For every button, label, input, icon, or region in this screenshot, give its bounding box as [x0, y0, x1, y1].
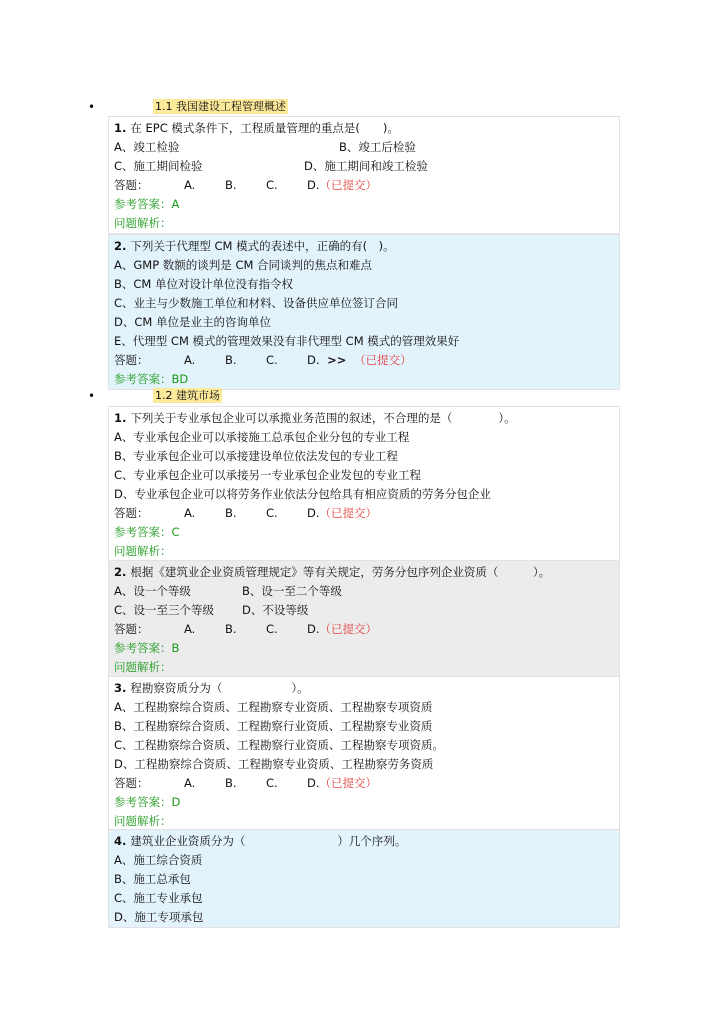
question-number: 2.	[114, 565, 127, 579]
option-c[interactable]: C、施工专业承包	[114, 891, 203, 905]
option-a[interactable]: A、专业承包企业可以承接施工总承包企业分包的专业工程	[114, 430, 410, 444]
option-row	[114, 582, 613, 601]
reference-answer: 参考答案：A	[114, 197, 180, 211]
answer-option-b[interactable]: B.	[225, 178, 237, 192]
option-d[interactable]: D、专业承包企业可以将劳务作业依法分包给具有相应资质的劳务分包企业	[114, 487, 491, 501]
answer-row	[114, 620, 613, 639]
option-d[interactable]: D、CM 单位是业主的咨询单位	[114, 315, 271, 329]
analysis-label: 问题解析：	[114, 544, 172, 558]
question-number: 4.	[114, 834, 127, 848]
question-card	[108, 676, 620, 832]
answer-option-d[interactable]: D.	[307, 353, 320, 367]
option-b[interactable]: B、施工总承包	[114, 872, 191, 886]
answer-option-c[interactable]: C.	[266, 506, 278, 520]
question-card	[108, 234, 620, 390]
question-text: 程勘察资质分为（ ）。	[130, 681, 309, 695]
section-title: 1.1 我国建设工程管理概述	[155, 100, 286, 113]
section-title: 1.2 建筑市场	[155, 389, 220, 402]
option-row	[114, 601, 613, 620]
question-card	[108, 406, 620, 562]
answer-option-c[interactable]: C.	[266, 178, 278, 192]
answer-option-b[interactable]: B.	[225, 776, 237, 790]
question-text: 下列关于代理型 CM 模式的表述中，正确的有( )。	[130, 239, 395, 253]
answer-option-c[interactable]: C.	[266, 776, 278, 790]
question-text: 根据《建筑业企业资质管理规定》等有关规定，劳务分包序列企业资质（ ）。	[130, 565, 551, 579]
option-a[interactable]: A、GMP 数额的谈判是 CM 合同谈判的焦点和难点	[114, 258, 373, 272]
answer-row	[114, 774, 613, 793]
question-stem	[114, 679, 613, 698]
answer-row	[114, 504, 613, 523]
answer-option-d[interactable]: D.	[307, 776, 320, 790]
answer-option-b[interactable]: B.	[225, 353, 237, 367]
option-row	[114, 157, 613, 176]
option-c[interactable]: C、业主与少数施工单位和材料、设备供应单位签订合同	[114, 296, 399, 310]
answer-option-c[interactable]: C.	[266, 353, 278, 367]
answer-option-d[interactable]: D.	[307, 178, 320, 192]
question-text: 在 EPC 模式条件下，工程质量管理的重点是( )。	[130, 121, 399, 135]
option-c[interactable]: C、设一至三个等级	[114, 603, 215, 617]
answer-option-a[interactable]: A.	[184, 506, 196, 520]
option-c[interactable]: C、工程勘察综合资质、工程勘察行业资质、工程勘察专项资质。	[114, 738, 445, 752]
answer-arrow[interactable]: >>	[327, 353, 347, 367]
question-text: 建筑业企业资质分为（ ）几个序列。	[130, 834, 407, 848]
answer-label: 答题：	[114, 776, 149, 790]
option-a[interactable]: A、设一个等级	[114, 584, 191, 598]
analysis-label: 问题解析：	[114, 660, 172, 674]
option-e[interactable]: E、代理型 CM 模式的管理效果没有非代理型 CM 模式的管理效果好	[114, 334, 460, 348]
analysis-label: 问题解析：	[114, 216, 172, 230]
reference-answer: 参考答案：C	[114, 525, 180, 539]
question-stem	[114, 409, 613, 428]
reference-answer: 参考答案：D	[114, 795, 181, 809]
section-bullet: •	[88, 100, 96, 114]
submitted-status: （已提交）	[319, 506, 378, 520]
question-card	[108, 829, 620, 928]
answer-option-a[interactable]: A.	[184, 353, 196, 367]
question-text: 下列关于专业承包企业可以承揽业务范围的叙述，不合理的是（ ）。	[130, 411, 516, 425]
option-c[interactable]: C、专业承包企业可以承接另一专业承包企业发包的专业工程	[114, 468, 422, 482]
answer-label: 答题：	[114, 506, 149, 520]
question-stem	[114, 237, 613, 256]
question-stem	[114, 119, 613, 138]
answer-option-a[interactable]: A.	[184, 622, 196, 636]
question-number: 2.	[114, 239, 127, 253]
question-number: 1.	[114, 411, 127, 425]
question-card	[108, 560, 620, 678]
option-a[interactable]: A、竣工检验	[114, 140, 180, 154]
submitted-status: （已提交）	[319, 776, 378, 790]
answer-option-b[interactable]: B.	[225, 622, 237, 636]
answer-label: 答题：	[114, 178, 149, 192]
answer-row	[114, 351, 613, 370]
option-d[interactable]: D、不设等级	[242, 603, 309, 617]
analysis-label: 问题解析：	[114, 814, 172, 828]
section-bullet: •	[88, 389, 96, 403]
answer-row	[114, 176, 613, 195]
option-b[interactable]: B、竣工后检验	[339, 140, 416, 154]
question-card	[108, 116, 620, 234]
submitted-status: （已提交）	[354, 353, 412, 367]
option-c[interactable]: C、施工期间检验	[114, 159, 203, 173]
option-b[interactable]: B、设一至二个等级	[242, 584, 342, 598]
answer-label: 答题：	[114, 622, 149, 636]
option-b[interactable]: B、专业承包企业可以承接建设单位依法发包的专业工程	[114, 449, 398, 463]
question-stem	[114, 563, 613, 582]
submitted-status: （已提交）	[319, 622, 378, 636]
option-d[interactable]: D、施工专项承包	[114, 910, 204, 924]
option-b[interactable]: B、工程勘察综合资质、工程勘察行业资质、工程勘察专业资质	[114, 719, 433, 733]
question-number: 3.	[114, 681, 127, 695]
answer-option-a[interactable]: A.	[184, 178, 196, 192]
answer-option-d[interactable]: D.	[307, 622, 320, 636]
reference-answer: 参考答案：BD	[114, 372, 189, 386]
option-a[interactable]: A、工程勘察综合资质、工程勘察专业资质、工程勘察专项资质	[114, 700, 433, 714]
option-b[interactable]: B、CM 单位对设计单位没有指令权	[114, 277, 293, 291]
answer-option-d[interactable]: D.	[307, 506, 320, 520]
submitted-status: （已提交）	[319, 178, 378, 192]
option-d[interactable]: D、施工期间和竣工检验	[304, 159, 428, 173]
option-row	[114, 138, 613, 157]
answer-label: 答题：	[114, 353, 149, 367]
answer-option-a[interactable]: A.	[184, 776, 196, 790]
answer-option-c[interactable]: C.	[266, 622, 278, 636]
answer-option-b[interactable]: B.	[225, 506, 237, 520]
option-d[interactable]: D、工程勘察综合资质、工程勘察专业资质、工程勘察劳务资质	[114, 757, 434, 771]
question-number: 1.	[114, 121, 127, 135]
reference-answer: 参考答案：B	[114, 641, 180, 655]
question-stem	[114, 832, 613, 851]
option-a[interactable]: A、施工综合资质	[114, 853, 203, 867]
